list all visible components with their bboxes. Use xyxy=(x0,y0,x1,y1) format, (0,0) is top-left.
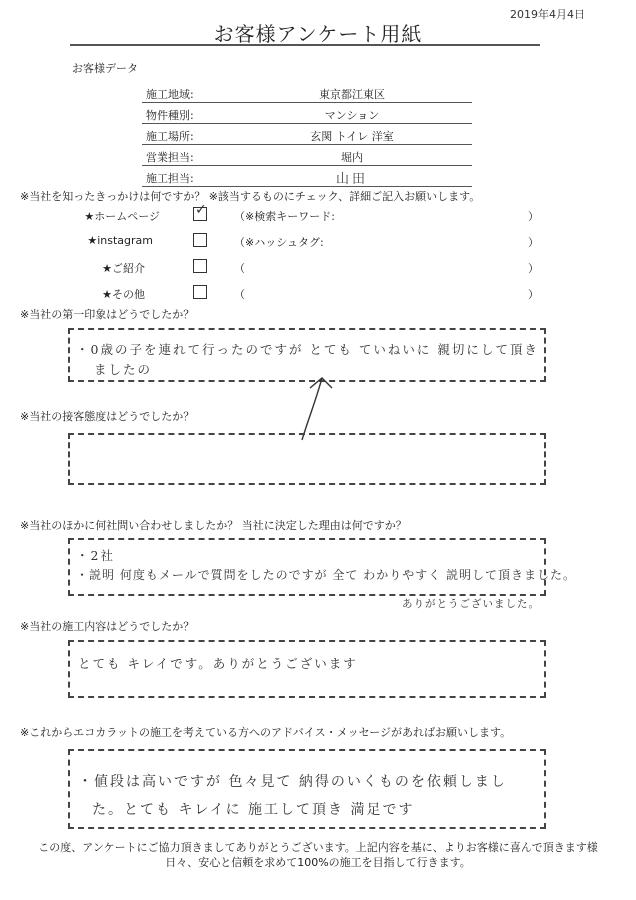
info-label: 施工地域: xyxy=(146,88,194,101)
answer-line: とても キレイです。ありがとうございます xyxy=(78,656,358,671)
customer-data-table xyxy=(142,82,472,187)
info-value: 東京都江東区 xyxy=(319,88,385,101)
info-label: 施工場所: xyxy=(146,130,194,143)
answer-line: ・値段は高いですが 色々見て 納得のいくものを依頼しまし xyxy=(78,774,507,790)
option-detail: （ xyxy=(234,262,245,275)
option-label: ★instagram xyxy=(87,234,153,247)
option-close: ） xyxy=(528,236,539,249)
info-label: 営業担当: xyxy=(146,151,194,164)
question-first-impression: ※当社の第一印象はどうでしたか？ xyxy=(20,308,195,321)
checkbox-instagram[interactable] xyxy=(193,233,207,247)
question-other-companies: ※当社のほかに何社問い合わせしましたか？ 当社に決定した理由は何ですか？ xyxy=(20,519,407,532)
option-instagram xyxy=(0,232,636,252)
option-close: ） xyxy=(528,262,539,275)
question-advice-message: ※これからエコカラットの施工を考えている方へのアドバイス・メッセージがあればお願いします。 xyxy=(20,726,512,739)
check-mark-icon: ✓ xyxy=(195,202,207,218)
answer-line: ・説明 何度もメールで質問をしたのですが 全て わかりやすく 説明して頂きました。 xyxy=(76,568,577,582)
info-row-property-type xyxy=(142,103,472,124)
info-value-handwritten: 山田 xyxy=(335,172,368,187)
answer-box-customer-service[interactable] xyxy=(68,433,546,485)
option-detail: （※検索キーワード: xyxy=(234,210,335,223)
option-close: ） xyxy=(528,288,539,301)
survey-date: 2019年4月4日 xyxy=(510,8,585,21)
answer-box-construction-quality[interactable] xyxy=(68,640,546,698)
option-referral xyxy=(0,258,636,278)
answer-line: た。とても キレイに 施工して頂き 満足です xyxy=(92,802,415,818)
answer-box-advice-message[interactable] xyxy=(68,749,546,829)
info-value: 玄関 トイレ 洋室 xyxy=(310,130,394,143)
footer-message-line1: この度、アンケートにご協力頂きましてありがとうございます。上記内容を基に、よりお客様に喜んで頂きます様 xyxy=(38,841,598,854)
question-customer-service: ※当社の接客態度はどうでしたか？ xyxy=(20,410,195,423)
info-row-sales-rep xyxy=(142,145,472,166)
info-value: 堀内 xyxy=(341,151,363,164)
option-close: ） xyxy=(528,210,539,223)
question-how-found: ※当社を知ったきっかけは何ですか？ ※該当するものにチェック、詳細ご記入お願いします。 xyxy=(20,190,481,203)
checkbox-referral[interactable] xyxy=(193,259,207,273)
customer-data-label: お客様データ xyxy=(72,62,138,75)
info-label: 物件種別: xyxy=(146,109,194,122)
page-title: お客様アンケート用紙 xyxy=(213,22,423,46)
answer-line-extra: ありがとうございました。 xyxy=(402,598,540,610)
question-construction-quality: ※当社の施工内容はどうでしたか？ xyxy=(20,620,195,633)
option-detail: （ xyxy=(234,288,245,301)
checkbox-homepage[interactable] xyxy=(193,202,207,221)
title-divider xyxy=(70,44,540,46)
answer-line: ましたの xyxy=(94,362,153,377)
checkbox-other[interactable] xyxy=(193,285,207,299)
answer-line: ・2社 xyxy=(76,548,115,563)
footer-message-line2: 日々、安心と信頼を求めて100%の施工を目指して行きます。 xyxy=(165,856,471,869)
option-other xyxy=(0,284,636,304)
answer-line: ・0歳の子を連れて行ったのですが とても ていねいに 親切にして頂き xyxy=(76,342,539,357)
option-detail: （※ハッシュタグ: xyxy=(234,236,324,249)
option-label: ★ホームページ xyxy=(84,210,160,223)
info-row-location xyxy=(142,124,472,145)
answer-box-other-companies[interactable] xyxy=(68,538,577,596)
info-row-installer xyxy=(142,166,472,187)
option-label: ★ご紹介 xyxy=(102,262,145,275)
info-label: 施工担当: xyxy=(146,172,194,185)
option-label: ★その他 xyxy=(102,288,145,301)
info-value: マンション xyxy=(324,109,380,122)
info-row-area xyxy=(142,82,472,103)
option-homepage xyxy=(0,202,636,226)
